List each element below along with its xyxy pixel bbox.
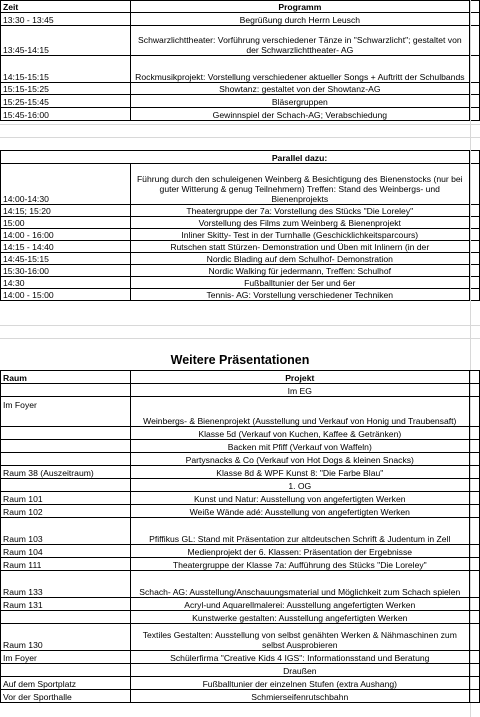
room-cell: Raum 103 <box>1 518 131 545</box>
room-cell: Im Foyer <box>1 651 131 664</box>
presentations-title: Weitere Präsentationen <box>170 353 310 367</box>
program-cell: Tennis- AG: Vorstellung verschiedener Techniken <box>130 289 470 301</box>
time-cell: 13:45-14:15 <box>1 26 131 56</box>
program-cell: Vorstellung des Films zum Weinberg & Bienenprojekt <box>130 217 470 229</box>
room-cell <box>1 453 131 466</box>
time-cell: 14:00 - 15:00 <box>1 289 131 301</box>
table-row <box>1 384 480 397</box>
program-header-time: Zeit <box>1 1 131 13</box>
room-cell: Raum 101 <box>1 492 131 505</box>
program-cell: Nordic Blading auf dem Schulhof- Demonstration <box>130 253 470 265</box>
project-cell: 1. OG <box>130 479 470 492</box>
presentations-header-room: Raum <box>1 371 131 384</box>
table-row <box>1 26 480 56</box>
table-row <box>1 265 480 277</box>
room-cell <box>1 440 131 453</box>
table-row <box>1 492 480 505</box>
room-cell <box>1 427 131 440</box>
room-cell <box>1 611 131 624</box>
program-cell: Rockmusikprojekt: Vorstellung verschiedener aktueller Songs + Auftritt der Schulbands <box>130 56 469 83</box>
table-row <box>1 545 480 558</box>
project-cell: Kunst und Natur: Ausstellung von angefertigten Werken <box>130 492 470 505</box>
program-cell: Showtanz: gestaltet von der Showtanz-AG <box>130 83 469 95</box>
table-row <box>1 95 480 108</box>
time-cell: 15:25-15:45 <box>1 95 131 108</box>
table-row <box>1 164 480 205</box>
table-row <box>1 397 480 427</box>
project-cell: Schach- AG: Ausstellung/Anschauungsmaterial und Möglichkeit zum Schach spielen <box>130 571 470 598</box>
program-cell: Bläsergruppen <box>130 95 469 108</box>
table-row <box>1 83 480 95</box>
room-cell: Raum 104 <box>1 545 131 558</box>
project-cell: Schülerfirma "Creative Kids 4 IGS": Informationsstand und Beratung <box>130 651 470 664</box>
room-cell <box>1 664 131 677</box>
table-row <box>1 229 480 241</box>
project-cell: Weiße Wände adé: Ausstellung von angefertigten Werken <box>130 505 470 518</box>
project-cell: Acryl-und Aquarellmalerei: Ausstellung angefertigten Werken <box>130 598 470 611</box>
project-cell: Klasse 8d & WPF Kunst 8: "Die Farbe Blau" <box>130 466 470 479</box>
program-cell: Rutschen statt Stürzen- Demonstration und Üben mit Inlinern (in der <box>130 241 470 253</box>
room-cell: Raum 130 <box>1 624 131 651</box>
table-row <box>1 690 480 703</box>
room-cell: Vor der Sporthalle <box>1 690 131 703</box>
program-header-row <box>1 1 480 13</box>
table-row <box>1 505 480 518</box>
time-cell: 14:15 - 14:40 <box>1 241 131 253</box>
table-row <box>1 427 480 440</box>
project-cell: Kunstwerke gestalten: Ausstellung angefertigten Werken <box>130 611 470 624</box>
presentations-table <box>0 370 480 703</box>
project-cell: Schmierseifenrutschbahn <box>130 690 470 703</box>
table-row <box>1 466 480 479</box>
table-row <box>1 241 480 253</box>
room-cell: Raum 102 <box>1 505 131 518</box>
project-cell: Im EG <box>130 384 470 397</box>
program-cell: Begrüßung durch Herrn Leusch <box>130 13 469 26</box>
table-row <box>1 558 480 571</box>
room-cell: Auf dem Sportplatz <box>1 677 131 690</box>
table-row <box>1 277 480 289</box>
program-cell: Schwarzlichttheater: Vorführung verschiedener Tänze in "Schwarzlicht"; gestaltet von der Schwarzlichttheater- AG <box>130 26 469 56</box>
table-row <box>1 108 480 121</box>
time-cell: 14:00 - 16:00 <box>1 229 131 241</box>
room-cell <box>1 479 131 492</box>
project-cell: Partysnacks & Co (Verkauf von Hot Dogs & kleinen Snacks) <box>130 453 470 466</box>
project-cell: Theatergruppe der Klasse 7a: Aufführung des Stücks "Die Loreley" <box>130 558 470 571</box>
project-cell: Draußen <box>130 664 470 677</box>
table-row <box>1 217 480 229</box>
table-row <box>1 253 480 265</box>
parallel-title: Parallel dazu: <box>130 151 470 164</box>
program-cell: Fußballtunier der 5er und 6er <box>130 277 470 289</box>
parallel-table <box>0 150 480 301</box>
room-cell: Raum 111 <box>1 558 131 571</box>
table-row <box>1 598 480 611</box>
room-cell <box>1 384 131 397</box>
parallel-title-row <box>1 151 480 164</box>
table-row <box>1 440 480 453</box>
program-header-program: Programm <box>130 1 469 13</box>
time-cell: 14:15; 15:20 <box>1 205 131 217</box>
room-cell: Im Foyer <box>1 397 131 427</box>
table-row <box>1 479 480 492</box>
presentations-header-row <box>1 371 480 384</box>
project-cell: Klasse 5d (Verkauf von Kuchen, Kaffee & Getränken) <box>130 427 470 440</box>
time-cell: 14:45-15:15 <box>1 253 131 265</box>
project-cell: Pfiffikus GL: Stand mit Präsentation zur altdeutschen Schrift & Judentum in Zell <box>130 518 470 545</box>
time-cell: 14:30 <box>1 277 131 289</box>
room-cell: Raum 38 (Auszeitraum) <box>1 466 131 479</box>
table-row <box>1 611 480 624</box>
time-cell: 15:00 <box>1 217 131 229</box>
time-cell: 14:15-15:15 <box>1 56 131 83</box>
time-cell: 15:30-16:00 <box>1 265 131 277</box>
time-cell: 13:30 - 13:45 <box>1 13 131 26</box>
presentations-header-project: Projekt <box>130 371 470 384</box>
program-table <box>0 0 480 121</box>
table-row <box>1 56 480 83</box>
time-cell: 15:45-16:00 <box>1 108 131 121</box>
project-cell: Weinbergs- & Bienenprojekt (Ausstellung und Verkauf von Honig und Traubensaft) <box>130 397 470 427</box>
project-cell: Textiles Gestalten: Ausstellung von selbst genähten Werken & Nähmaschinen zum selbst Ausprobieren <box>130 624 470 651</box>
table-row <box>1 651 480 664</box>
table-row <box>1 571 480 598</box>
table-row <box>1 13 480 26</box>
time-cell: 15:15-15:25 <box>1 83 131 95</box>
table-row <box>1 453 480 466</box>
table-row <box>1 205 480 217</box>
room-cell: Raum 131 <box>1 598 131 611</box>
program-cell: Führung durch den schuleigenen Weinberg & Besichtigung des Bienenstocks (nur bei guter Witterung & genug Teilnehmern) Treffen: Stand des Weinbergs- und Bienenprojekts <box>130 164 470 205</box>
table-row <box>1 289 480 301</box>
time-cell: 14:00-14:30 <box>1 164 131 205</box>
project-cell: Medienprojekt der 6. Klassen: Präsentation der Ergebnisse <box>130 545 470 558</box>
program-cell: Gewinnspiel der Schach-AG; Verabschiedung <box>130 108 469 121</box>
table-row <box>1 664 480 677</box>
room-cell: Raum 133 <box>1 571 131 598</box>
table-row <box>1 518 480 545</box>
project-cell: Backen mit Pfiff (Verkauf von Waffeln) <box>130 440 470 453</box>
program-cell: Theatergruppe der 7a: Vorstellung des Stücks "Die Loreley" <box>130 205 470 217</box>
table-row <box>1 624 480 651</box>
program-cell: Inliner Skitty- Test in der Turnhalle (Geschicklichkeitsparcours) <box>130 229 470 241</box>
table-row <box>1 677 480 690</box>
project-cell: Fußballtunier der einzelnen Stufen (extra Aushang) <box>130 677 470 690</box>
program-cell: Nordic Walking für jedermann, Treffen: Schulhof <box>130 265 470 277</box>
